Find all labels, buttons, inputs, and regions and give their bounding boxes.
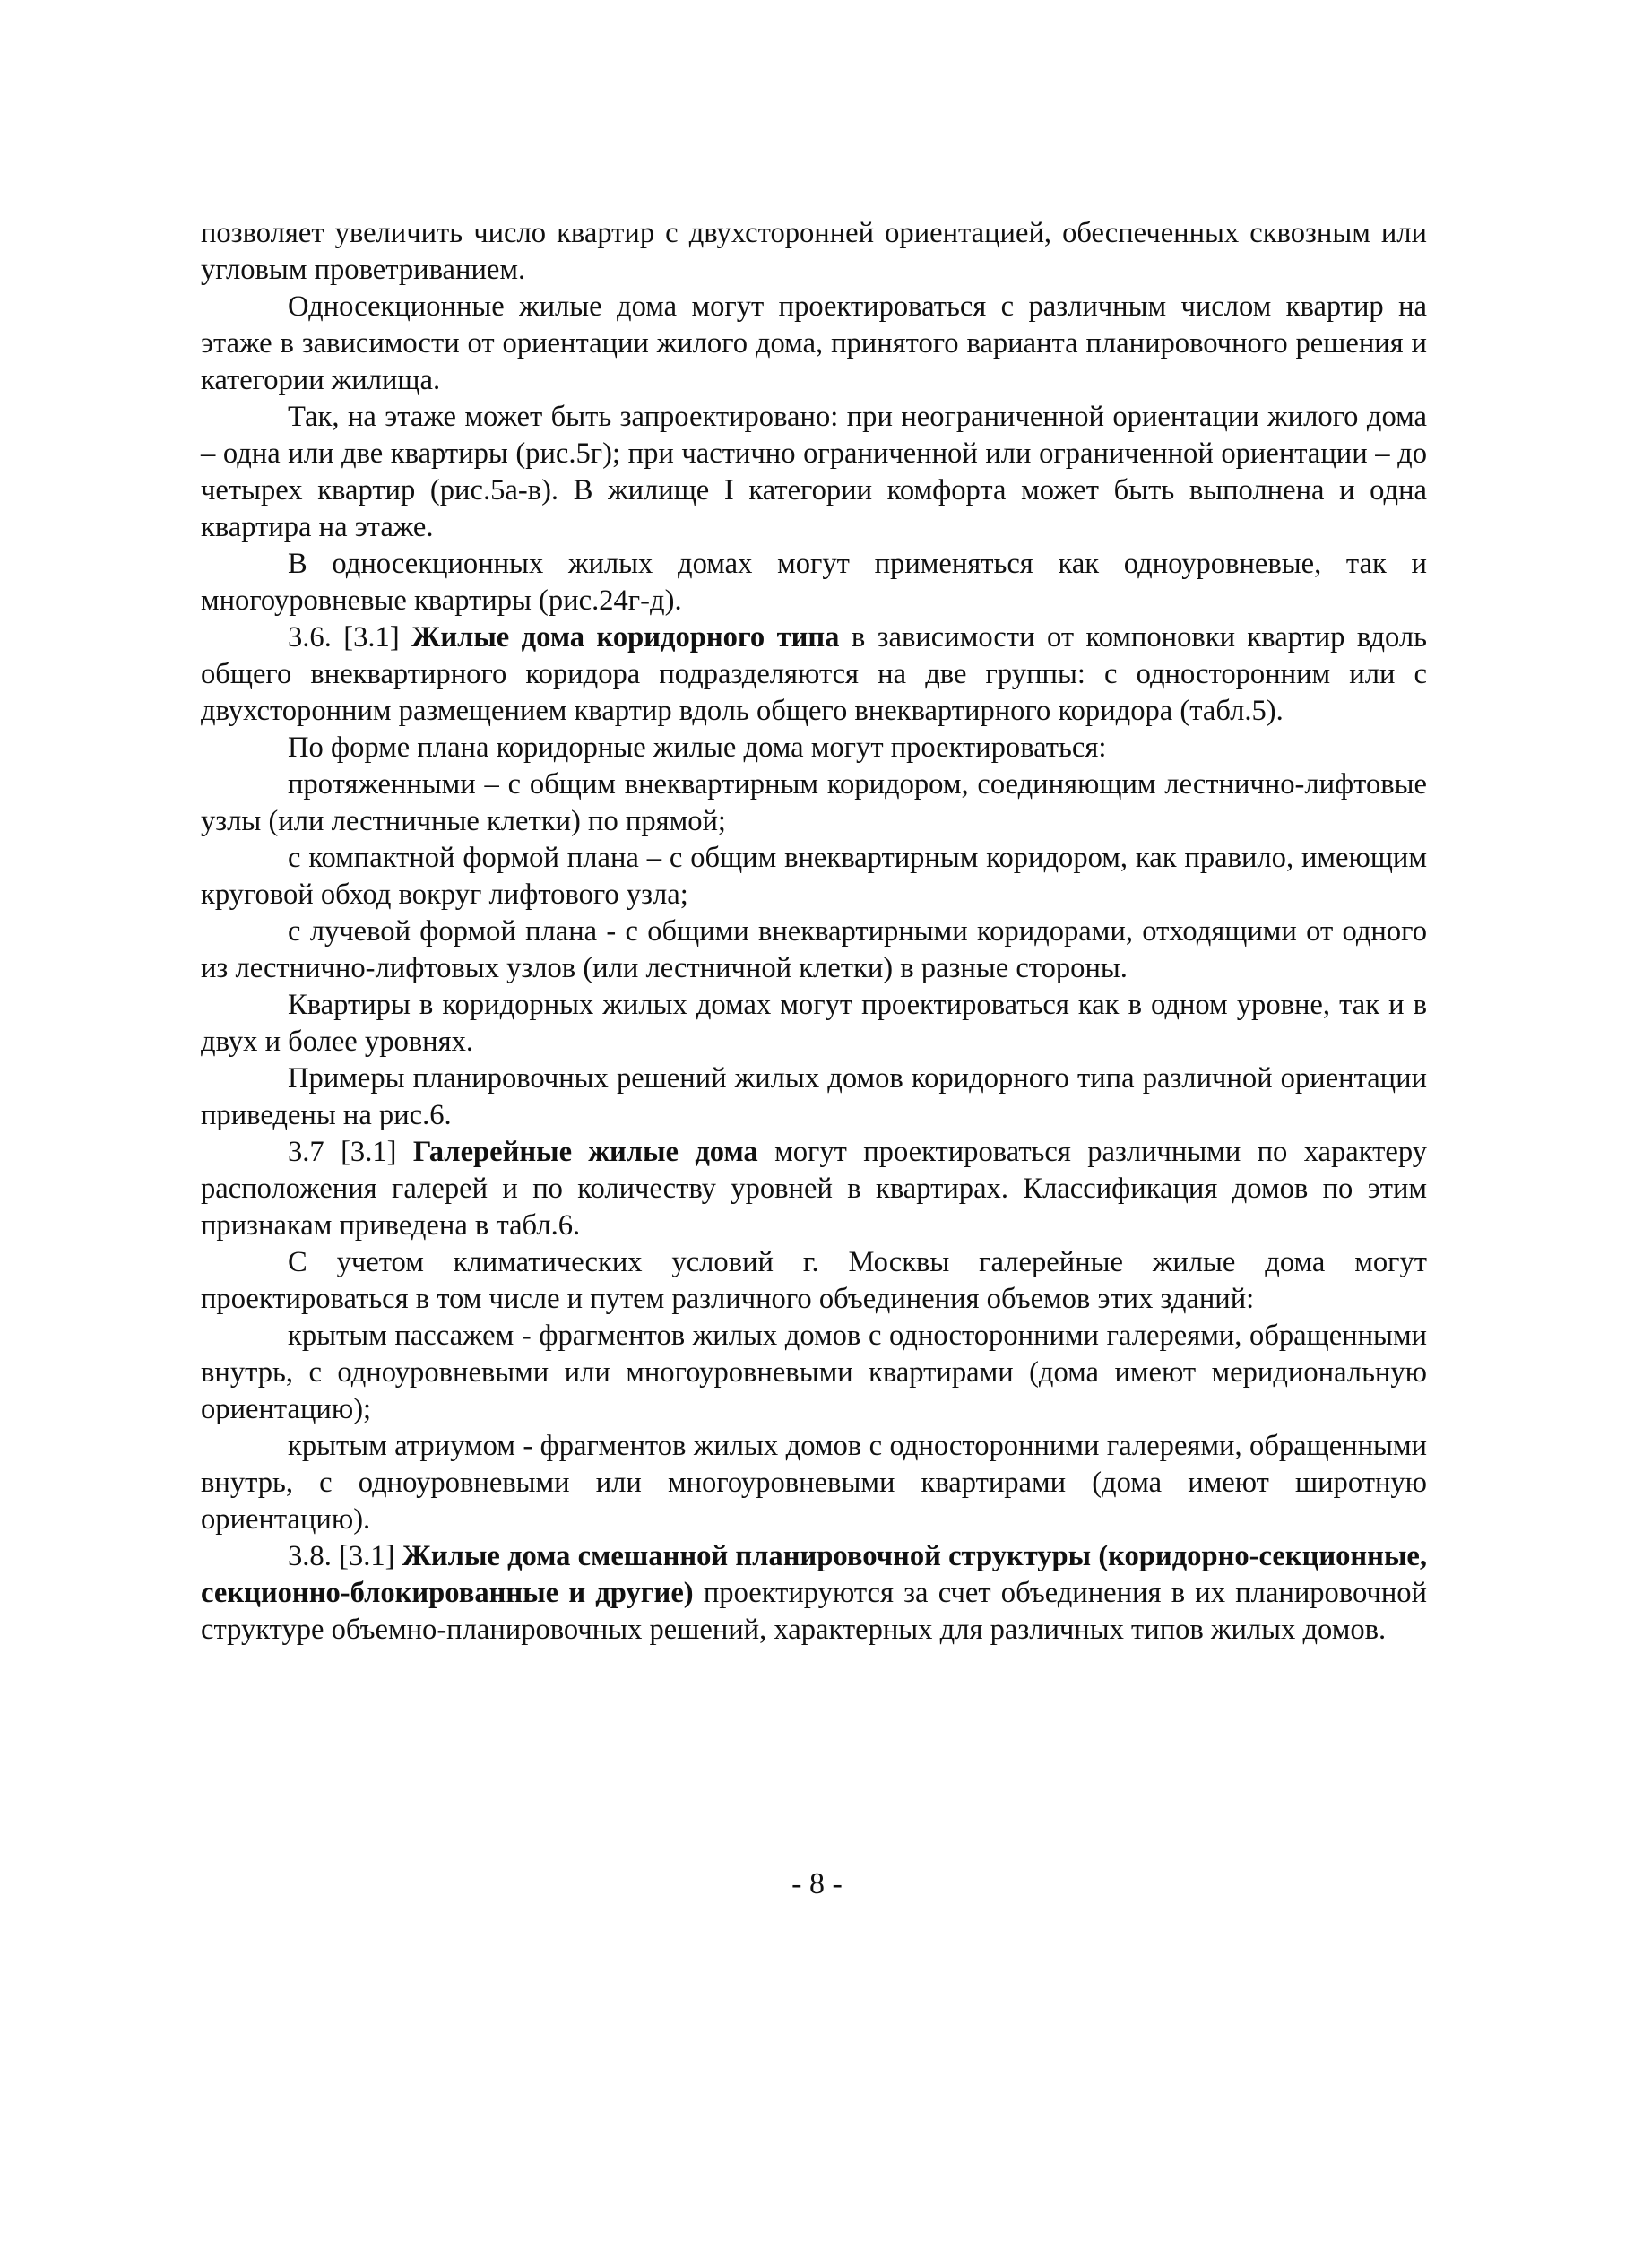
page-number: - 8 -: [791, 1867, 843, 1900]
paragraph-11: Примеры планировочных решений жилых домов коридорного типа различной ориентации приведены на рис.6.: [201, 1062, 1427, 1131]
section-3-7-heading: Галерейные жилые дома: [412, 1136, 758, 1168]
section-3-7: 3.7 [3.1] Галерейные жилые дома могут проектироваться различными по характеру расположения галерей и по количеству уровней в квартирах. Классификация домов по этим признакам приведена в табл.6.: [201, 1136, 1428, 1242]
section-3-6: 3.6. [3.1] Жилые дома коридорного типа в зависимости от компоновки квартир вдоль общего внеквартирного коридора подразделяются на две группы: с односторонним или с двухсторонним размещением квартир вдоль общего внеквартирного коридора (табл.5).: [201, 621, 1427, 727]
paragraph-13: С учетом климатических условий г. Москвы галерейные жилые дома могут проектироваться в том числе и путем различного объединения объемов этих зданий:: [201, 1246, 1427, 1315]
document-page: [201, 215, 1427, 1649]
paragraph-1: позволяет увеличить число квартир с двухсторонней ориентацией, обеспеченных сквозным или угловым проветриванием.: [201, 217, 1427, 286]
paragraph-4: В односекционных жилых домах могут применяться как одноуровневые, так и многоуровневые квартиры (рис.24г-д).: [201, 548, 1427, 617]
paragraph-10: Квартиры в коридорных жилых домах могут проектироваться как в одном уровне, так и в двух и более уровнях.: [201, 989, 1427, 1058]
section-3-8: 3.8. [3.1] Жилые дома смешанной планировочной структуры (коридорно-секционные, секционно-блокированные и другие) проектируются за счет объединения в их планировочной структуре объемно-планировочных решений, характерных для различных типов жилых домов.: [201, 1540, 1427, 1646]
list-item-passage: крытым пассажем - фрагментов жилых домов с односторонними галереями, обращенными внутрь, с одноуровневыми или многоуровневыми квартирами (дома имеют меридиональную ориентацию);: [201, 1320, 1427, 1425]
paragraph-6: По форме плана коридорные жилые дома могут проектироваться:: [288, 731, 1107, 764]
paragraph-2: Односекционные жилые дома могут проектироваться с различным числом квартир на этаже в зависимости от ориентации жилого дома, принятого варианта планировочного решения и категории жилища.: [201, 290, 1427, 396]
list-item-radial: с лучевой формой плана - с общими внеквартирными коридорами, отходящими от одного из лестнично-лифтовых узлов (или лестничной клетки) в разные стороны.: [201, 915, 1427, 984]
section-3-6-heading: Жилые дома коридорного типа: [411, 621, 840, 654]
list-item-extended: протяженными – с общим внеквартирным коридором, соединяющим лестнично-лифтовые узлы (или лестничные клетки) по прямой;: [201, 768, 1427, 837]
list-item-atrium: крытым атриумом - фрагментов жилых домов с односторонними галереями, обращенными внутрь, с одноуровневыми или многоуровневыми квартирами (дома имеют широтную ориентацию).: [201, 1430, 1427, 1536]
list-item-compact: с компактной формой плана – с общим внеквартирным коридором, как правило, имеющим круговой обход вокруг лифтового узла;: [201, 842, 1427, 911]
section-3-8-heading: Жилые дома смешанной планировочной структуры (коридорно-секционные, секционно-блокированные и другие): [201, 1540, 1427, 1609]
paragraph-3: Так, на этаже может быть запроектировано: при неограниченной ориентации жилого дома – одна или две квартиры (рис.5г); при частично ограниченной или ограниченной ориентации – до четырех квартир (рис.5а-в). В жилище I категории комфорта может быть выполнена и одна квартира на этаже.: [201, 401, 1427, 543]
